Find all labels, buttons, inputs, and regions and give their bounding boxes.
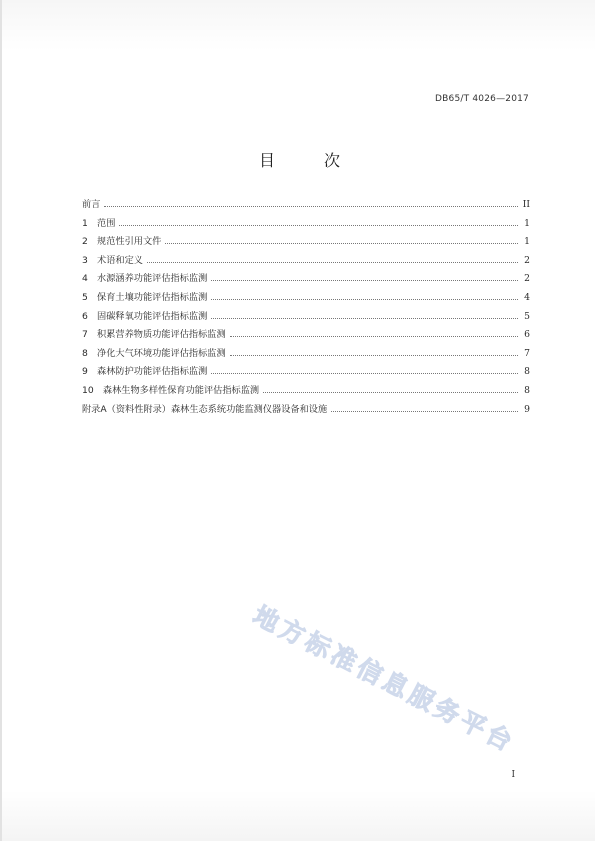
toc-entry[interactable]	[82, 289, 530, 308]
table-of-contents	[82, 196, 530, 419]
toc-leader-dots	[211, 292, 518, 300]
toc-leader-dots	[104, 199, 518, 207]
toc-leader-dots	[211, 366, 518, 374]
toc-entry-label: 7 积累营养物质功能评估指标监测	[82, 329, 226, 341]
watermark: 地方标准信息服务平台	[248, 600, 521, 758]
toc-entry[interactable]	[82, 233, 530, 252]
toc-leader-dots	[230, 329, 518, 337]
toc-entry-page: 7	[524, 347, 530, 359]
toc-entry-page: 5	[524, 310, 530, 322]
toc-entry[interactable]	[82, 252, 530, 271]
toc-entry-label: 附录A（资料性附录）森林生态系统功能监测仪器设备和设施	[82, 403, 328, 415]
toc-entry-page: 9	[524, 403, 530, 415]
toc-entry-page: 8	[524, 366, 530, 378]
toc-leader-dots	[211, 273, 518, 281]
toc-entry-page: 2	[524, 273, 530, 285]
toc-entry[interactable]	[82, 345, 530, 364]
toc-entry-label: 9 森林防护功能评估指标监测	[82, 366, 208, 378]
toc-entry-label: 3 术语和定义	[82, 254, 143, 266]
toc-entry[interactable]	[82, 401, 530, 420]
toc-entry[interactable]	[82, 326, 530, 345]
toc-entry-page: 2	[524, 254, 530, 266]
toc-entry-label: 前言	[82, 199, 101, 210]
toc-entry-label: 2 规范性引用文件	[82, 236, 162, 248]
toc-entry[interactable]	[82, 363, 530, 382]
toc-entry-label: 1 范围	[82, 217, 116, 229]
toc-leader-dots	[147, 255, 518, 263]
toc-leader-dots	[211, 311, 518, 319]
toc-entry-label: 10 森林生物多样性保育功能评估指标监测	[82, 384, 260, 396]
toc-entry[interactable]	[82, 270, 530, 289]
toc-leader-dots	[230, 348, 518, 356]
toc-entry[interactable]	[82, 382, 530, 401]
toc-leader-dots	[263, 385, 518, 393]
toc-entry[interactable]	[82, 308, 530, 327]
toc-entry[interactable]	[82, 196, 530, 215]
toc-entry-page: 8	[524, 384, 530, 396]
toc-entry-label: 8 净化大气环境功能评估指标监测	[82, 347, 226, 359]
toc-entry[interactable]	[82, 215, 530, 234]
toc-entry-page: 4	[524, 291, 530, 303]
toc-title: 目 次	[258, 151, 363, 170]
toc-entry-page: 1	[524, 217, 530, 229]
toc-leader-dots	[331, 404, 518, 412]
toc-entry-label: 5 保育土壤功能评估指标监测	[82, 291, 208, 303]
document-code: DB65/T 4026—2017	[435, 94, 529, 104]
toc-entry-page: 6	[524, 329, 530, 341]
toc-leader-dots	[119, 218, 518, 226]
toc-leader-dots	[165, 236, 518, 244]
toc-entry-label: 4 水源涵养功能评估指标监测	[82, 273, 208, 285]
toc-entry-page: II	[522, 199, 530, 210]
toc-entry-page: 1	[524, 236, 530, 248]
page-number: I	[511, 770, 515, 780]
toc-entry-label: 6 固碳释氧功能评估指标监测	[82, 310, 208, 322]
